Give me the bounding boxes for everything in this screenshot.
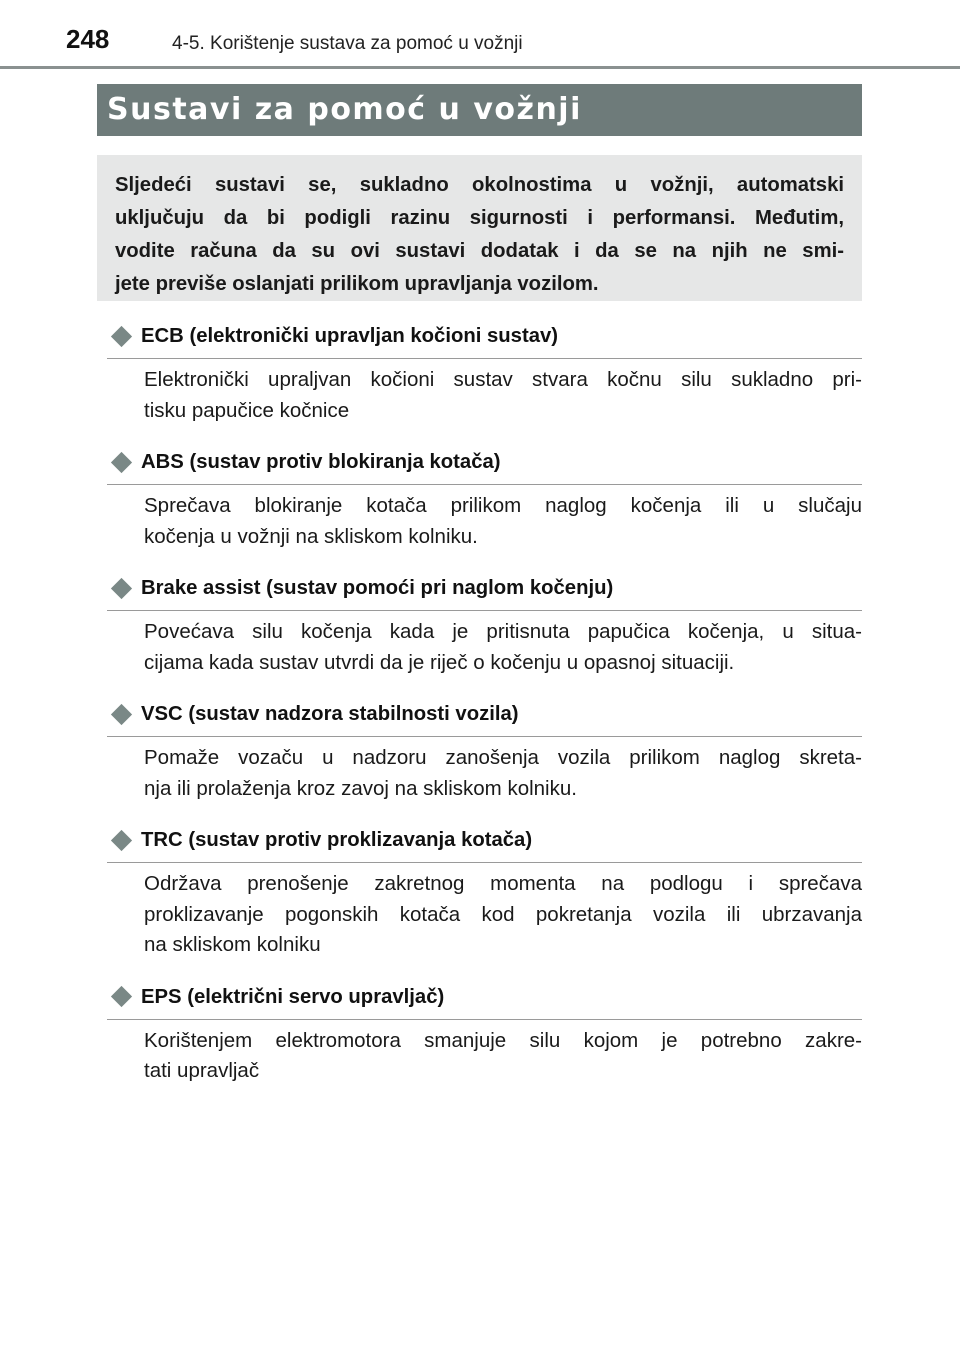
page-header [0,0,960,69]
desc-line: Korištenjem elektromotora smanjuje silu kojom je potrebno zakre- [144,1028,862,1052]
desc-line: Elektronički upraljvan kočioni sustav stvara kočnu silu sukladno pri- [144,368,862,391]
intro-line: jete previše oslanjati prilikom upravljanja vozilom. [115,273,599,295]
intro-line: uključuju da bi podigli razinu sigurnosti i performansi. Međutim, [115,207,844,229]
desc-line: Povećava silu kočenja kada je pritisnuta papučica kočenja, u situa- [144,620,862,643]
item-title: ECB (elektronički upravljan kočioni sustav) [141,325,559,347]
desc-line: tisku papučice kočnice [144,398,350,422]
intro-box [97,155,862,301]
list-item [107,824,862,961]
item-title: TRC (sustav protiv proklizavanja kotača) [141,829,533,851]
list-item [107,320,862,426]
title-bar [97,84,862,136]
item-description [144,365,862,426]
item-title: ABS (sustav protiv blokiranja kotača) [141,451,501,473]
desc-line: nja ili prolaženja kroz zavoj na skliskom kolniku. [144,776,577,800]
desc-line: tati upravljač [144,1059,260,1082]
desc-line: cijama kada sustav utvrdi da je riječ o kočenju u opasnoj situaciji. [144,650,735,674]
list-item [107,981,862,1087]
desc-line: Pomaže vozaču u nadzoru zanošenja vozila prilikom naglog skreta- [144,746,862,769]
diamond-bullet-icon [111,986,132,1007]
item-description [144,869,862,961]
diamond-bullet-icon [111,577,132,598]
item-description [144,743,862,804]
item-description [144,491,862,552]
item-heading [107,320,862,359]
item-title: Brake assist (sustav pomoći pri naglom kočenju) [141,577,614,599]
desc-line: na skliskom kolniku [144,933,321,956]
item-heading [107,698,862,737]
section-reference: 4-5. Korištenje sustava za pomoć u vožnji [172,33,523,54]
desc-line: kočenja u vožnji na skliskom kolniku. [144,524,478,548]
item-heading [107,572,862,611]
desc-line: Sprečava blokiranje kotača prilikom naglog kočenja ili u slučaju [144,494,862,517]
intro-line: vodite računa da su ovi sustavi dodatak i da se na njih ne smi- [115,240,844,262]
item-description [144,617,862,678]
diamond-bullet-icon [111,325,132,346]
intro-text [115,169,844,301]
diamond-bullet-icon [111,703,132,724]
item-title: VSC (sustav nadzora stabilnosti vozila) [141,703,519,725]
list-item [107,572,862,678]
systems-list [107,320,862,1107]
desc-line: proklizavanje pogonskih kotača kod pokretanja vozila ili ubrzavanja [144,902,862,926]
list-item [107,446,862,552]
item-heading [107,446,862,485]
item-description [144,1026,862,1087]
diamond-bullet-icon [111,451,132,472]
diamond-bullet-icon [111,829,132,850]
list-item [107,698,862,804]
page-title: Sustavi za pomoć u vožnji [107,92,582,127]
desc-line: Održava prenošenje zakretnog momenta na podlogu i sprečava [144,872,862,895]
page-number: 248 [66,24,110,54]
item-heading [107,981,862,1020]
item-title: EPS (električni servo upravljač) [141,985,445,1008]
item-heading [107,824,862,863]
intro-line: Sljedeći sustavi se, sukladno okolnostima u vožnji, automatski [115,174,844,196]
